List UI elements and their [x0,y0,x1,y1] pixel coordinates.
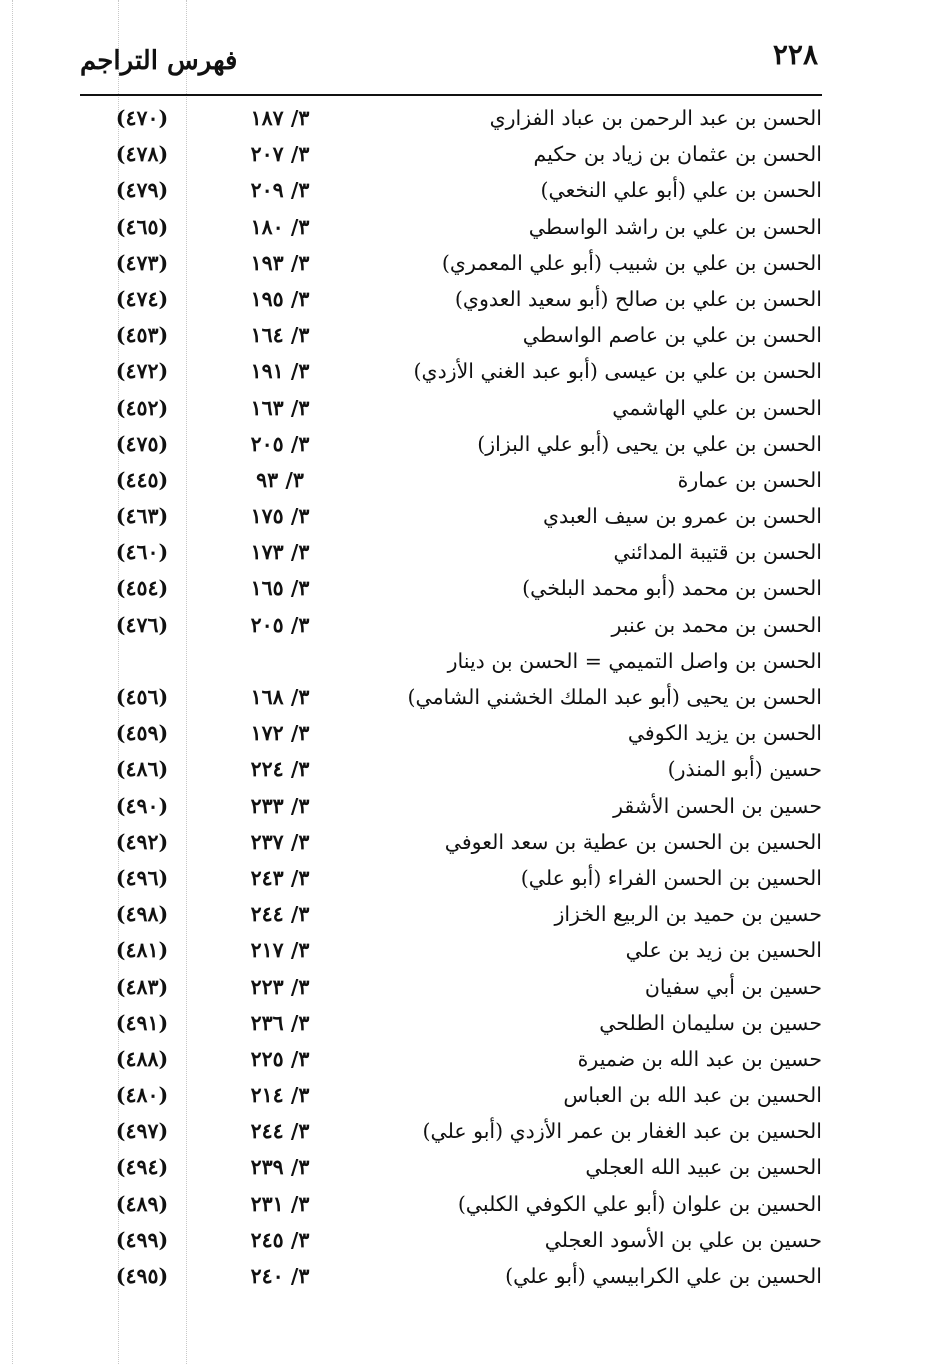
entry-number: (٤٨١) [115,938,169,963]
entry-volume-page: ٣/ ٢٢٣ [250,974,310,999]
entry-number: (٤٨٦) [115,757,169,782]
index-entry [80,1258,822,1294]
entry-number: (٤٥٢) [115,395,169,420]
entry-name: الحسن بن علي بن شبيب (أبو علي المعمري) [441,250,822,275]
index-entry [80,896,822,932]
entry-volume-page: ٣/ ١٦٤ [250,323,310,348]
entry-volume-page: ٣/ ٢٤٤ [250,1119,310,1144]
entry-volume-page: ٣/ ٢٣١ [250,1191,310,1216]
entry-volume-page: ٣/ ١٩٥ [250,286,310,311]
entry-name: الحسين بن زيد بن علي [625,938,822,963]
entry-volume-page: ٣/ ١٩٣ [250,250,310,275]
entry-name: الحسن بن محمد (أبو محمد البلخي) [522,576,822,601]
entry-name: حسين بن الحسن الأشقر [613,793,822,818]
entry-name: حسين بن سليمان الطلحي [599,1010,822,1035]
index-entry [80,1077,822,1113]
entry-name: الحسن بن علي (أبو علي النخعي) [540,178,822,203]
entry-name: الحسن بن محمد بن عنبر [611,612,822,637]
entry-volume-page: ٣/ ١٨٧ [250,106,310,130]
entry-number: (٤٨٣) [115,974,169,999]
entry-volume-page: ٣/ ٢٢٤ [250,757,310,782]
entry-number: (٤٧٣) [115,250,169,275]
entry-name: الحسن بن واصل التميمي = الحسن بن دينار [447,648,822,673]
entry-volume-page: ٣/ ٢٣٩ [250,1155,310,1180]
index-entry [80,715,822,751]
entry-name: حسين (أبو المنذر) [667,757,822,782]
entry-volume-page: ٣/ ٢١٧ [250,938,310,963]
entry-number: (٤٦٣) [115,504,169,529]
entry-volume-page: ٣/ ٢٠٥ [250,431,310,456]
entry-number: (٤٥٩) [115,721,169,746]
entry-name: الحسين بن علوان (أبو علي الكوفي الكلبي) [457,1191,822,1216]
running-title: فهرس التراجم [80,46,238,76]
entry-number: (٤٨٨) [115,1046,169,1071]
index-entry [80,860,822,896]
entry-volume-page: ٣/ ١٩١ [250,359,310,384]
entry-number: (٤٧٢) [115,359,169,384]
index-entry [80,1005,822,1041]
entry-name: الحسن بن عثمان بن زياد بن حكيم [533,142,822,167]
entry-number: (٤٩٠) [115,793,169,818]
entry-volume-page: ٣/ ١٧٣ [250,540,310,565]
index-entry [80,751,822,787]
entry-name: الحسن بن عمارة [677,467,822,492]
entry-number: (٤٧٥) [115,431,169,456]
index-entry [80,607,822,643]
entry-name: الحسن بن عمرو بن سيف العبدي [543,504,822,529]
entry-name: الحسن بن علي بن عيسى (أبو عبد الغني الأزدي) [413,359,822,384]
index-entry [80,353,822,389]
entry-name: الحسين بن عبيد الله العجلي [585,1155,822,1180]
index-entry [80,643,822,679]
entry-number: (٤٧٦) [115,612,169,637]
entry-name: الحسين بن عبد الله بن العباس [563,1083,822,1108]
entry-number: (٤٩٦) [115,865,169,890]
index-entry [80,534,822,570]
entry-volume-page: ٣/ ١٦٣ [250,395,310,420]
index-entry [80,281,822,317]
entry-name: الحسن بن عبد الرحمن بن عباد الفزاري [489,106,822,130]
index-entry [80,824,822,860]
index-entry [80,462,822,498]
entry-name: الحسن بن علي بن يحيى (أبو علي البزاز) [477,431,822,456]
entry-number: (٤٨٩) [115,1191,169,1216]
entry-name: الحسن بن علي بن صالح (أبو سعيد العدوي) [454,286,822,311]
entry-number: (٤٩٨) [115,902,169,927]
index-entry [80,788,822,824]
entry-volume-page: ٣/ ٢١٤ [250,1083,310,1108]
entry-number: (٤٩٩) [115,1227,169,1252]
index-entry [80,100,822,136]
entry-volume-page: ٣/ ٢٠٧ [250,142,310,167]
entry-volume-page: ٣/ ١٧٥ [250,504,310,529]
index-entry [80,1149,822,1185]
entry-number: (٤٩٤) [115,1155,169,1180]
entry-name: الحسن بن علي بن راشد الواسطي [528,214,822,239]
entry-name: الحسن بن يزيد الكوفي [627,721,822,746]
entry-number: (٤٥٤) [115,576,169,601]
entry-volume-page: ٣/ ٢٠٩ [250,178,310,203]
entry-name: الحسن بن علي بن عاصم الواسطي [522,323,822,348]
entry-number: (٤٧٩) [115,178,169,203]
index-entry [80,136,822,172]
index-entry [80,209,822,245]
entry-number: (٤٦٥) [115,214,169,239]
entry-name: الحسين بن الحسن بن عطية بن سعد العوفي [444,829,822,854]
entry-name: حسين بن حميد بن الربيع الخزاز [554,902,822,927]
index-entry [80,679,822,715]
page-header [80,34,822,84]
entry-name: حسين بن أبي سفيان [644,974,822,999]
entry-volume-page: ٣/ ٩٣ [256,467,304,492]
entry-volume-page: ٣/ ١٦٥ [250,576,310,601]
entry-name: حسين بن علي بن الأسود العجلي [544,1227,822,1252]
entry-volume-page: ٣/ ٢٢٥ [250,1046,310,1071]
entry-number: (٤٧٤) [115,286,169,311]
entry-volume-page: ٣/ ٢٤٤ [250,902,310,927]
index-entry [80,1041,822,1077]
index-entry [80,245,822,281]
entry-volume-page: ٣/ ٢٤٥ [250,1227,310,1252]
entry-number: (٤٩٧) [115,1119,169,1144]
entry-number: (٤٧٨) [115,142,169,167]
entry-number: (٤٦٠) [115,540,169,565]
entry-number: (٤٤٥) [115,467,169,492]
index-entry [80,172,822,208]
entry-number: (٤٩١) [115,1010,169,1035]
entry-volume-page: ٣/ ٢٤٠ [250,1264,310,1288]
index-entry [80,969,822,1005]
index-entry [80,1186,822,1222]
index-entry [80,390,822,426]
entry-volume-page: ٣/ ٢٣٣ [250,793,310,818]
entry-name: الحسين بن علي الكرابيسي (أبو علي) [505,1264,822,1288]
entry-number: (٤٩٢) [115,829,169,854]
entry-name: الحسن بن قتيبة المدائني [613,540,822,565]
entry-number: (٤٩٥) [115,1264,169,1288]
index-list [80,100,822,1294]
entry-volume-page: ٣/ ٢٣٦ [250,1010,310,1035]
entry-volume-page: ٣/ ٢٠٥ [250,612,310,637]
scan-margin-line [12,0,15,1364]
index-entry [80,426,822,462]
entry-number: (٤٨٠) [115,1083,169,1108]
index-entry [80,498,822,534]
entry-volume-page: ٣/ ١٧٢ [250,721,310,746]
entry-volume-page: ٣/ ١٦٨ [250,685,310,709]
page-number: ٢٢٨ [772,38,818,71]
entry-number: (٤٥٦) [115,685,169,709]
entry-number: (٤٥٣) [115,323,169,348]
entry-volume-page: ٣/ ٢٣٧ [250,829,310,854]
entry-volume-page: ٣/ ١٨٠ [250,214,310,239]
index-entry [80,1113,822,1149]
index-entry [80,932,822,968]
entry-volume-page: ٣/ ٢٤٣ [250,865,310,890]
index-entry [80,317,822,353]
entry-name: الحسن بن علي الهاشمي [612,395,822,420]
entry-name: الحسين بن عبد الغفار بن عمر الأزدي (أبو علي) [422,1119,822,1144]
index-entry [80,570,822,606]
header-rule [80,94,822,96]
entry-name: الحسين بن الحسن الفراء (أبو علي) [520,865,822,890]
entry-name: حسين بن عبد الله بن ضميرة [577,1046,822,1071]
index-entry [80,1222,822,1258]
entry-number: (٤٧٠) [115,106,169,130]
entry-name: الحسن بن يحيى (أبو عبد الملك الخشني الشامي) [407,685,822,709]
